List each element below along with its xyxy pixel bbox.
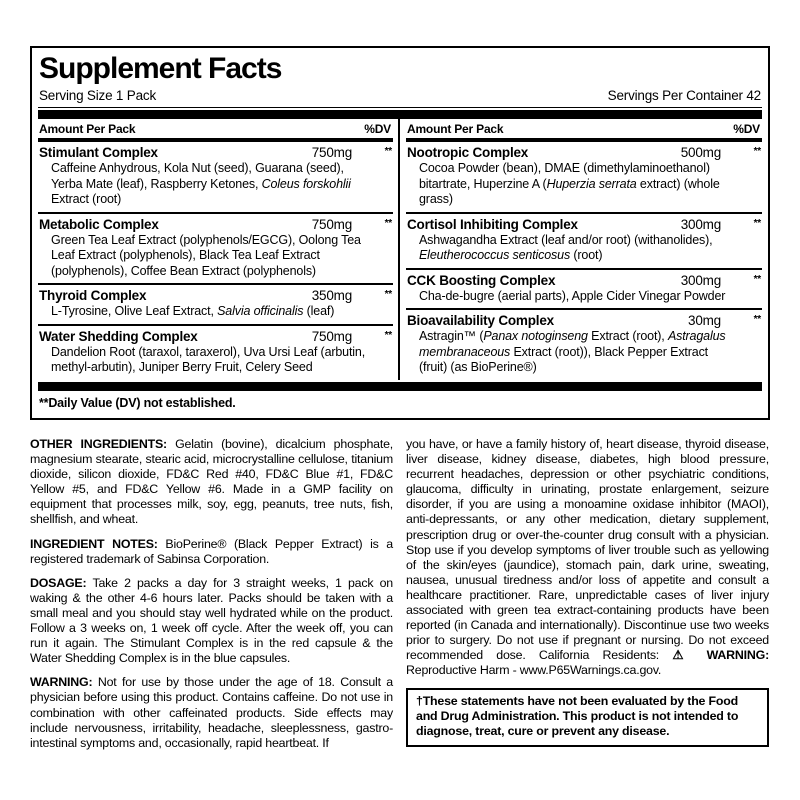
supplement-section	[38, 142, 393, 214]
supplement-section	[406, 310, 762, 380]
section-amount: 350mg	[311, 288, 352, 304]
supplement-section	[406, 142, 762, 214]
facts-columns	[38, 119, 762, 380]
warning-continuation: you have, or have a family history of, heart disease, thyroid disease, liver disease, kidney disease, diabetes, high blood pressure, recurrent headaches, depression or other psychiatric conditions, glaucoma, difficulty in urinating, prostate enlargement, seizure disorder, if you are using a monoamine oxidase inhibitor (MAOI), anti-depressants, or any other medication, dietary supplement, prescription drug or over-the-counter drug consult with a physician. Stop use if you develop symptoms of liver trouble such as yellowing of the skin/eyes (jaundice), stomach pain, dark urine, sweating, nausea, unusual tiredness and/or loss of appetite and consult a healthcare practitioner. Rare, unpredictable cases of liver injury associated with green tea extract-containing products have been reported (in Canada and internationally). Discontinue use two weeks prior to surgery. Do not use if pregnant or nursing. Do not exceed recommended dose. California Residents: ⚠ WARNING: Reproductive Harm - www.P65Warnings.ca.gov.	[406, 437, 769, 678]
section-name: CCK Boosting Complex	[407, 272, 556, 288]
info-paragraph: OTHER INGREDIENTS: Gelatin (bovine), dicalcium phosphate, magnesium stearate, stearic acid, microcrystalline cellulose, titanium dioxide, silicon dioxide, FD&C Red #40, FD&C Blue #1, FD&C Yellow #5, and FD&C Yellow #6. Made in a GMP facility on equipment that processes milk, soy, egg, peanuts, tree nuts, fish, shellfish, and wheat.	[30, 437, 393, 527]
section-dv-value: **	[753, 146, 761, 158]
section-ingredients: Caffeine Anhydrous, Kola Nut (seed), Guarana (seed), Yerba Mate (leaf), Raspberry Ketones, Coleus forskohlii Extract (root)	[51, 161, 351, 207]
section-amount: 30mg	[688, 313, 721, 329]
section-dv-value: **	[753, 314, 761, 326]
fda-disclaimer-box: †These statements have not been evaluated by the Food and Drug Administration. This product is not intended to diagnose, treat, cure or prevent any disease.	[406, 688, 769, 748]
section-ingredients: Cha-de-bugre (aerial parts), Apple Cider Vinegar Powder	[419, 288, 726, 303]
serving-row	[38, 88, 762, 108]
supplement-section	[406, 214, 762, 270]
amount-per-pack-label: Amount Per Pack	[407, 122, 504, 137]
section-dv-value: **	[753, 273, 761, 285]
info-column-right	[406, 437, 769, 751]
servings-per-container: Servings Per Container 42	[607, 88, 761, 104]
divider-bar-bottom	[38, 382, 762, 391]
info-paragraph: WARNING: Not for use by those under the age of 18. Consult a physician before using this product. Contains caffeine. Do not use in combination with other caffeinated products. Side effects may include nervousness, irritability, headache, sleeplessness, gastro-intestinal symptoms and, occasionally, rapid heartbeat. If	[30, 675, 393, 750]
section-amount: 750mg	[311, 145, 352, 161]
info-column-left	[30, 437, 393, 751]
info-paragraph: DOSAGE: Take 2 packs a day for 3 straight weeks, 1 pack on waking & the other 4-6 hours later. Packs should be taken with a small meal and you should stay well hydrated while on the product. Follow a 3 weeks on, 1 week off cycle. After the week off, you can run it again. The Stimulant Complex is in the red capsule & the Water Shedding Complex is in the blue capsules.	[30, 575, 393, 666]
warning-lead: ⚠ WARNING:	[672, 648, 769, 663]
column-header	[38, 119, 393, 142]
dv-column-label: %DV	[733, 122, 760, 137]
section-ingredients: L-Tyrosine, Olive Leaf Extract, Salvia officinalis (leaf)	[51, 304, 335, 319]
section-name: Water Shedding Complex	[39, 328, 198, 344]
section-amount: 750mg	[311, 216, 352, 232]
section-amount: 300mg	[680, 272, 721, 288]
dv-footnote: **Daily Value (DV) not established.	[39, 395, 236, 410]
section-heading	[38, 215, 393, 232]
section-heading	[38, 143, 393, 160]
supplement-section	[38, 214, 393, 286]
section-amount: 300mg	[680, 216, 721, 232]
divider-bar-top	[38, 110, 762, 119]
column-header	[406, 119, 762, 142]
section-ingredients: Cocoa Powder (bean), DMAE (dimethylaminoethanol) bitartrate, Huperzine A (Huperzia serrata extract) (whole grass)	[419, 161, 720, 207]
section-name: Cortisol Inhibiting Complex	[407, 216, 578, 232]
paragraph-lead: INGREDIENT NOTES:	[30, 536, 158, 551]
section-ingredients: Ashwagandha Extract (leaf and/or root) (withanolides), Eleutherococcus senticosus (root)	[419, 232, 713, 263]
section-name: Metabolic Complex	[39, 216, 159, 232]
supplement-section	[38, 326, 393, 380]
section-name: Nootropic Complex	[407, 145, 529, 161]
supplement-facts-panel	[30, 46, 770, 420]
facts-column	[400, 119, 762, 380]
section-heading	[406, 143, 762, 160]
section-heading	[38, 327, 393, 344]
section-ingredients: Astragin™ (Panax notoginseng Extract (root), Astragalus membranaceous Extract (root)), Black Pepper Extract (fruit) (as BioPerine®)	[419, 329, 726, 375]
section-heading	[406, 215, 762, 232]
info-paragraph: INGREDIENT NOTES: BioPerine® (Black Pepper Extract) is a registered trademark of Sabinsa Corporation.	[30, 536, 393, 566]
section-ingredients: Green Tea Leaf Extract (polyphenols/EGCG), Oolong Tea Leaf Extract (polyphenols), Black Tea Leaf Extract (polyphenols), Coffee Bean Extract (polyphenols)	[51, 232, 361, 278]
section-heading	[406, 271, 762, 288]
section-dv-value: **	[753, 217, 761, 229]
section-amount: 750mg	[311, 328, 352, 344]
supplement-section	[38, 285, 393, 326]
section-dv-value: **	[384, 146, 392, 158]
facts-title: Supplement Facts	[39, 52, 282, 85]
section-heading	[406, 311, 762, 328]
serving-size: Serving Size 1 Pack	[39, 88, 157, 104]
info-area	[30, 437, 770, 751]
paragraph-lead: OTHER INGREDIENTS:	[30, 437, 167, 451]
section-heading	[38, 286, 393, 303]
section-dv-value: **	[384, 289, 392, 301]
section-dv-value: **	[384, 217, 392, 229]
supplement-section	[406, 270, 762, 311]
paragraph-lead: WARNING:	[30, 675, 93, 690]
paragraph-lead: DOSAGE:	[30, 575, 87, 590]
section-name: Stimulant Complex	[39, 145, 158, 161]
section-amount: 500mg	[680, 145, 721, 161]
section-dv-value: **	[384, 329, 392, 341]
section-name: Bioavailability Complex	[407, 313, 554, 329]
section-ingredients: Dandelion Root (taraxol, taraxerol), Uva Ursi Leaf (arbutin, methyl-arbutin), Juniper Berry Fruit, Celery Seed	[51, 344, 366, 375]
amount-per-pack-label: Amount Per Pack	[39, 122, 136, 137]
dv-column-label: %DV	[364, 122, 391, 137]
facts-column	[38, 119, 400, 380]
section-name: Thyroid Complex	[39, 288, 147, 304]
